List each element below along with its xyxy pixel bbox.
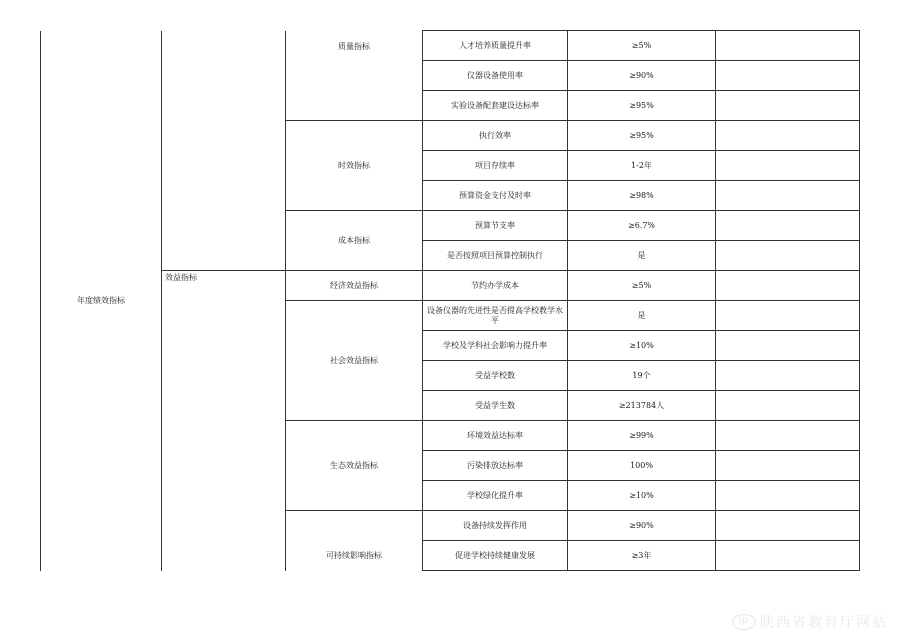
indicator-name: 节约办学成本 [423,271,568,301]
group-economic: 经济效益指标 [286,271,423,301]
indicator-value: ≥95% [568,121,716,151]
remark-cell [716,211,860,241]
group-cost: 成本指标 [286,211,423,271]
indicator-name: 预算节支率 [423,211,568,241]
indicator-name: 仪器设备使用率 [423,61,568,91]
watermark-text: 陕西省教育厅网站 [760,615,888,631]
group-ecological: 生态效益指标 [286,421,423,511]
group-timeliness: 时效指标 [286,121,423,211]
indicator-value: ≥90% [568,511,716,541]
table-row [41,31,860,61]
indicator-name: 受益学校数 [423,361,568,391]
remark-cell [716,421,860,451]
remark-cell [716,61,860,91]
level1-cell: 年度绩效指标 [41,31,162,571]
site-watermark [732,612,888,632]
indicator-value: 是 [568,241,716,271]
remark-cell [716,391,860,421]
indicator-value: ≥5% [568,271,716,301]
indicator-value: ≥98% [568,181,716,211]
group-sustainable: 可持续影响指标 [286,511,423,571]
indicator-name: 学校及学科社会影响力提升率 [423,331,568,361]
indicator-name: 是否按照项目预算控制执行 [423,241,568,271]
remark-cell [716,121,860,151]
remark-cell [716,151,860,181]
remark-cell [716,301,860,331]
remark-cell [716,361,860,391]
indicator-name: 项目存续率 [423,151,568,181]
level2-cell-effect: 效益指标 [162,271,286,571]
remark-cell [716,541,860,571]
remark-cell [716,331,860,361]
level2-cell-output [162,31,286,271]
indicator-value: ≥99% [568,421,716,451]
remark-cell [716,271,860,301]
indicator-value: 是 [568,301,716,331]
indicator-name: 促进学校持续健康发展 [423,541,568,571]
indicator-name: 执行效率 [423,121,568,151]
indicator-value: ≥3年 [568,541,716,571]
indicator-name: 环境效益达标率 [423,421,568,451]
indicator-name: 受益学生数 [423,391,568,421]
performance-indicator-table [40,30,860,571]
indicator-value: ≥6.7% [568,211,716,241]
remark-cell [716,91,860,121]
indicator-name: 人才培养质量提升率 [423,31,568,61]
indicator-value: 19个 [568,361,716,391]
remark-cell [716,181,860,211]
indicator-value: ≥5% [568,31,716,61]
indicator-name: 预算资金支付及时率 [423,181,568,211]
indicator-value: ≥10% [568,481,716,511]
indicator-name: 设备持续发挥作用 [423,511,568,541]
remark-cell [716,511,860,541]
indicator-value: ≥10% [568,331,716,361]
remark-cell [716,451,860,481]
remark-cell [716,481,860,511]
indicator-name: 污染排放达标率 [423,451,568,481]
remark-cell [716,31,860,61]
group-quality: 质量指标 [286,31,423,121]
indicator-name: 学校绿化提升率 [423,481,568,511]
seal-logo-icon: 印 [732,614,756,630]
indicator-name: 实验设备配套建设达标率 [423,91,568,121]
indicator-value: ≥95% [568,91,716,121]
remark-cell [716,241,860,271]
indicator-value: 100% [568,451,716,481]
indicator-value: ≥90% [568,61,716,91]
group-social: 社会效益指标 [286,301,423,421]
table-row [41,271,860,301]
indicator-value: 1-2年 [568,151,716,181]
indicator-value: ≥213784人 [568,391,716,421]
indicator-name: 设备仪器的先进性是否提高学校教学水平 [423,301,568,331]
